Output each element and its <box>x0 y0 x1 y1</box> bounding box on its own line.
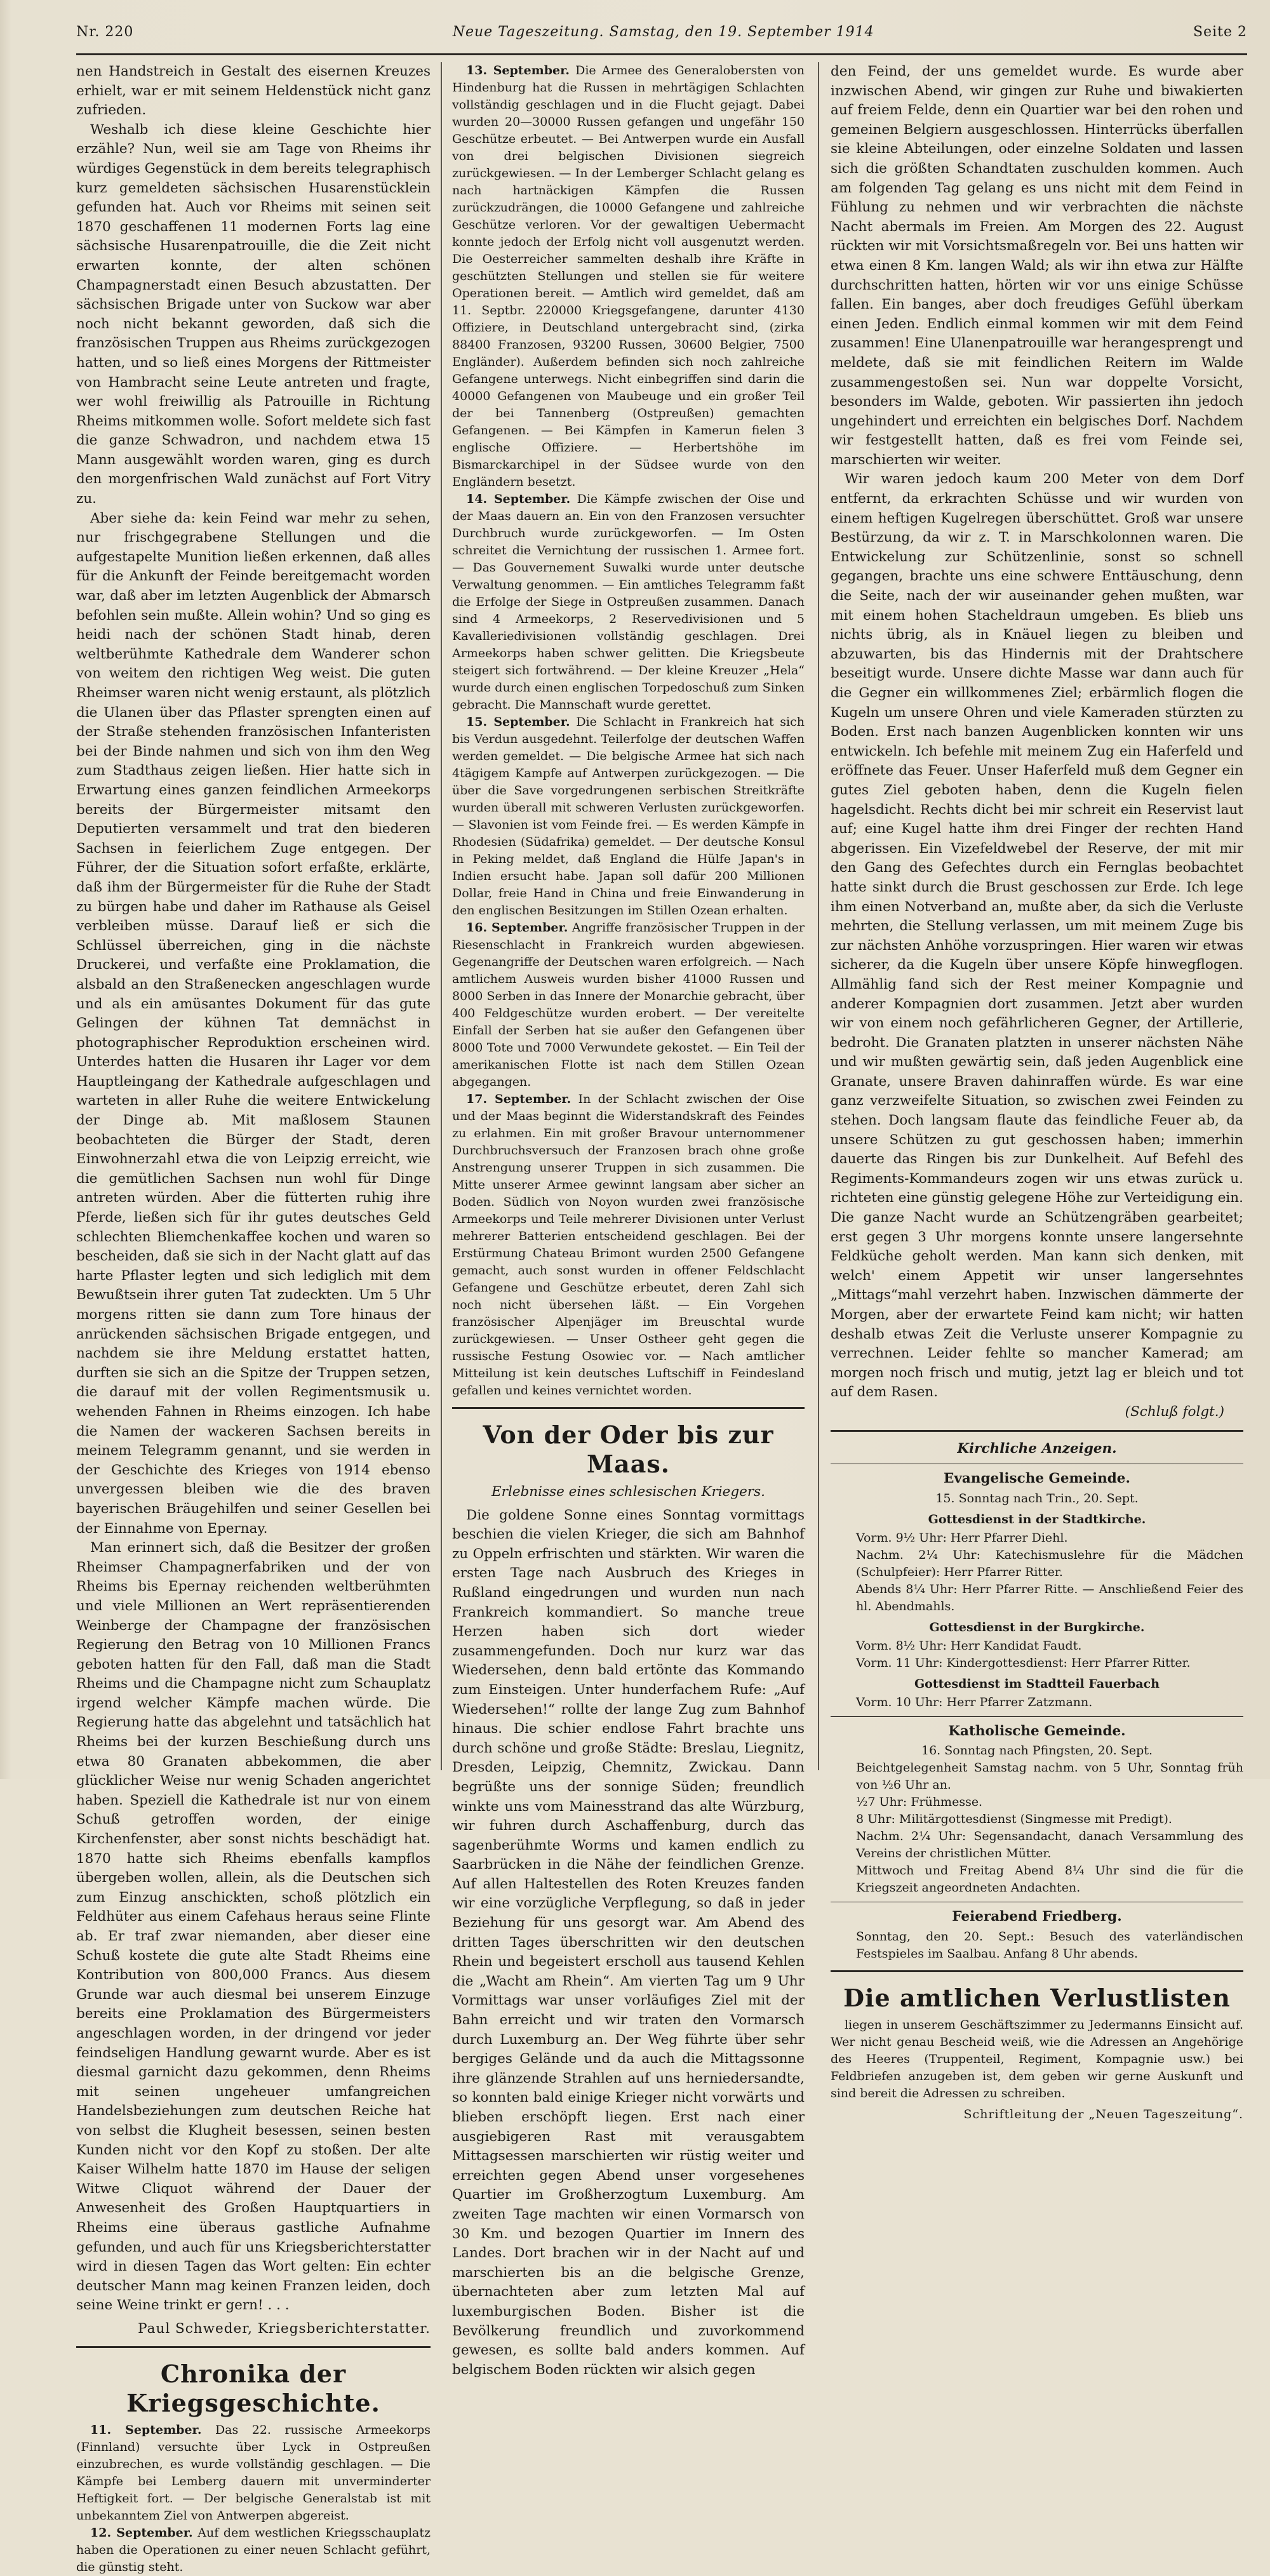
service-line: Vorm. 11 Uhr: Kindergottesdienst: Herr Pfarrer Ritter. <box>856 1655 1191 1670</box>
service-line: Vorm. 8½ Uhr: Herr Kandidat Faudt. <box>856 1638 1082 1653</box>
service-line: Beichtgelegenheit Samstag nachm. von 5 Uhr, Sonntag früh von ½6 Uhr an. <box>856 1761 1243 1792</box>
feierabend-title: Feierabend Friedberg. <box>952 1909 1122 1925</box>
article-paragraph: Aber siehe da: kein Feind war mehr zu sehen, nur frischgegrabene Stellungen und die aufgestapelte Munition ließen erkennen, daß alles für die Ankunft der Feinde bereitgemacht worden war, daß aber im letzten Augenblick der Abmarsch befohlen sein mußte. Allein wohin? Und so ging es heidi nach der schönen Stadt hinab, deren weltberühmte Kathedrale dem Wanderer schon von weitem den richtigen Weg weist. Die guten Rheimser waren nicht wenig erstaunt, als plötzlich die Ulanen über das Pflaster sprengten einen auf der Straße stehenden französischen Infanteristen bei der Binde nahmen und sich von ihm den Weg zum Stadthaus zeigen ließen. Hier hatte sich in Erwartung eines ganzen feindlichen Armeekorps bereits der Bürgermeister mitsamt den Deputierten versammelt und trat den biederen Sachsen in feierlichem Zuge entgegen. Der Führer, der die Situation sofort erfaßte, erklärte, daß ihm der Bürgermeister für die Ruhe der Stadt zu bürgen habe und daher im Rathause als Geisel verbleiben müsse. Darauf ließ er sich die Schlüssel überreichen, ging in die nächste Druckerei, und verfaßte eine Proklamation, die alsbald an den Straßenecken angeschlagen wurde und als ein amüsantes Dokument für das gute Gelingen der kühnen Tat demnächst in photographischer Reproduktion erscheinen wird. Unterdes hatten die Husaren ihr Lager vor dem Hauptleingang der Kathedrale aufgeschlagen und warteten in aller Ruhe die weitere Entwickelung der Dinge ab. Mit maßlosem Staunen beobachteten die Bürger der Stadt, deren Einwohnerzahl etwa die von Leipzig erreicht, wie die gemütlichen Sachsen nun wohl für Dinge antreten würden. Aber die fütterten ruhig ihre Pferde, ließen sich für ihr gutes deutsches Geld schlechten Bliemchenkaffee kochen und waren so bescheiden, daß sie sich in der Nacht glatt auf das harte Pflaster legten und sich lediglich mit dem Bewußtsein ihrer guten Tat zudeckten. Um 5 Uhr morgens ritten sie dann zum Tore hinaus der anrückenden sächsischen Brigade entgegen, und nachdem sie ihre Meldung erstattet hatten, durften sie sich an die Spitze der Truppen setzen, die darauf mit der vollen Regimentsmusik u. wehenden Fahnen in Rheims einzogen. Ich habe die Namen der wackeren Sachsen bereits in meinem Telegramm genannt, und sie werden in der Geschichte des Krieges von 1914 ebenso unvergessen bleiben wie die des braven bayerischen Bräugehilfen und seiner Gesellen bei der Einnahme von Epernay. <box>76 510 431 1537</box>
story-headline: Von der Oder bis zur Maas. <box>483 1420 774 1478</box>
chronicle-date: 14. September. <box>466 492 571 506</box>
service-line: Nachm. 2¼ Uhr: Katechismuslehre für die Mädchen (Schulpfeier): Herr Pfarrer Ritter. <box>856 1547 1243 1579</box>
section-rule <box>76 2346 431 2348</box>
story-subheadline: Erlebnisse eines schlesischen Kriegers. <box>491 1484 766 1500</box>
column-divider <box>818 62 819 1770</box>
chronicle-date: 13. September. <box>466 63 570 77</box>
column-right <box>831 62 1243 2121</box>
chronicle-entry: Angriffe französischer Truppen in der Riesenschlacht in Frankreich wurden abgewiesen. Gegenangriffe der Deutschen waren erfolgreich. — Nach amtlichem Ausweis wurden bisher 41000 Russen und 8000 Serben in das Innere der Monarchie gebracht, über 400 Feldgeschütze wurden erobert. — Der vereitelte Einfall der Serben hat sie außer den Gefangenen über 8000 Tote und 7000 Verwundete gekostet. — Ein Teil der amerikanischen Flotte ist nach dem Stillen Ozean abgegangen. <box>452 921 805 1089</box>
service-line: 8 Uhr: Militärgottesdienst (Singmesse mit Predigt). <box>856 1812 1172 1827</box>
evangelical-sunday: 15. Sonntag nach Trin., 20. Sept. <box>935 1491 1139 1505</box>
story-paragraph: Die goldene Sonne eines Sonntag vormittags beschien die vielen Krieger, die sich am Bahnhof zu Oppeln erfrischten und stärkten. Wir waren die ersten Tage nach Ausbruch des Krieges in Rußland eingedrungen und wurden nun nach Frankreich kommandiert. So manche treue Herzen haben sich dort wieder zusammengefunden. Doch nur kurz war das Wiedersehen, denn bald ertönte das Kommando zum Einsteigen. Unter hunderfachem Rufe: „Auf Wiedersehen!“ rollte der lange Zug zum Bahnhof hinaus. Die schier endlose Fahrt brachte uns durch schöne und große Städte: Breslau, Liegnitz, Dresden, Leipzig, Chemnitz, Zwickau. Dann begrüßte uns der sonnige Süden; freundlich winkte uns vom Mainesstrand das alte Würzburg, wir fuhren durch Aschaffenburg, durch das sagenberühmte Worms und kamen endlich zu Saarbrücken in die Nähe der feindlichen Grenze. Auf allen Haltestellen des Roten Kreuzes fanden wir eine vorzügliche Verpflegung, so daß in jeder Beziehung für uns gesorgt war. Am Abend des dritten Tages überschritten wir den deutschen Rhein und begeistert erscholl aus tausend Kehlen die „Wacht am Rhein“. Am vierten Tag um 9 Uhr Vormittags war unser vorläufiges Ziel mit der Bahn erreicht und wir traten den Vormarsch durch Luxemburg an. Der Weg führte über sehr bergiges Gelände und da auch die Mittagssonne ihre glänzende Strahlen auf uns herniedersandte, so konnten bald einige Krieger nicht vorwärts und blieben erschöpft liegen. Erst nach einer ausgiebigeren Rast mit verausgabtem Mittagsessen marschierten wir rüstig weiter und erreichten gegen Abend unser vorgesehenes Quartier im Großherzogtum Luxemburg. Am zweiten Tage machten wir einen Vormarsch von 30 Km. und bezogen Quartier im Innern des Landes. Dort brachen wir in der Nacht auf und marschierten bis an die belgische Grenze, übernachteten aber zum letzten Mal auf luxemburgischen Boden. Bisher ist die Bevölkerung freundlich und zuvorkommend gewesen, es sollte bald anders kommen. Auf belgischem Boden rückten wir alsich gegen <box>452 1507 805 2378</box>
chronicle-date: 12. September. <box>90 2526 193 2540</box>
church-notices-title: Kirchliche Anzeigen. <box>957 1440 1117 1457</box>
service-location: Gottesdienst in der Stadtkirche. <box>928 1512 1146 1526</box>
evangelical-title: Evangelische Gemeinde. <box>944 1471 1130 1487</box>
service-location: Gottesdienst in der Burgkirche. <box>929 1620 1145 1634</box>
newspaper-dateline: Neue Tageszeitung. Samstag, den 19. September 1914 <box>452 24 874 40</box>
service-location: Gottesdienst im Stadtteil Fauerbach <box>914 1676 1160 1691</box>
chronicle-entry: Auf dem westlichen Kriegsschauplatz haben die Operationen zu einer neuen Schlacht geführt, die günstig steht. <box>76 2526 431 2575</box>
masthead-rule <box>76 53 1247 55</box>
editorial-signature: Schriftleitung der „Neuen Tageszeitung“. <box>963 2107 1243 2121</box>
story-paragraph: den Feind, der uns gemeldet wurde. Es wurde aber inzwischen Abend, wir gingen zur Ruhe und biwakierten auf freiem Felde, denn ein Quartier war bei den rohen und gemeinen Belgiern ausgeschlossen. Hinterrücks überfallen sie kleine Abteilungen, oder einzelne Soldaten und lassen sich die größten Schandtaten zuschulden kommen. Auch am folgenden Tag gelang es uns nicht mit dem Feind in Fühlung zu nehmen und wir verbrachten die nächste Nacht abermals im Freien. Am Morgen des 22. August rückten wir mit Vorsichtsmaßregeln vor. Bei uns hatten wir etwa einen 8 Km. langen Wald; als wir ihn etwa zur Hälfte durchschritten hatten, hörten wir vor uns einige Schüsse fallen. Ein banges, aber doch freudiges Gefühl überkam einen Jeden. Endlich einmal kommen wir mit dem Feind zusammen! Eine Ulanenpatrouille war herangesprengt und meldete, daß sie mit feindlichen Reitern im Walde zusammengestoßen sei. Nun war doppelte Vorsicht, besonders im Walde, geboten. Wir passierten ihn jedoch ungehindert und erreichten ein belgisches Dorf. Nachdem wir festgestellt hatten, daß es frei vom Feinde sei, marschierten wir weiter. <box>831 63 1243 468</box>
catholic-title: Katholische Gemeinde. <box>948 1723 1126 1739</box>
feierabend-notice: Sonntag, den 20. Sept.: Besuch des vaterländischen Festspieles im Saalbau. Anfang 8 Uhr abends. <box>856 1929 1243 1961</box>
section-rule <box>831 1970 1243 1972</box>
masthead <box>76 24 1247 50</box>
chronicle-date: 16. September. <box>466 921 568 935</box>
article-signature: Paul Schweder, Kriegsberichterstatter. <box>138 2320 431 2337</box>
service-line: Vorm. 9½ Uhr: Herr Pfarrer Diehl. <box>856 1530 1068 1545</box>
story-paragraph: Wir waren jedoch kaum 200 Meter von dem Dorf entfernt, da erkrachten Schüsse und wir wurden von einem heftigen Kugelregen überschüttet. Groß war unsere Bestürzung, da wir z. T. in Marschkolonnen waren. Die Entwickelung zur Schützenlinie, sonst so schnell gegangen, brachte uns eine schwere Enttäuschung, denn die Seite, nach der wir auseinander gehen mußten, war mit einem hohen Stacheldraun umgeben. Es blieb uns nichts übrig, als in Knäuel liegen zu bleiben und abzuwarten, bis das Hindernis mit der Drahtschere beseitigt wurde. Unsere dichte Masse war dann auch für die Gegner ein willkommenes Ziel; erbärmlich flogen die Kugeln um unsere Ohren und viele Kameraden stürzten zu Boden. Erst nach banzen Augenblicken konnten wir uns entwickeln. Ich befehle mit meinem Zug ein Haferfeld und eröffnete das Feuer. Unser Haferfeld muß dem Gegner ein gutes Ziel geboten haben, denn die Kugeln fielen hagelsdicht. Rechts dicht bei mir schreit ein Reservist laut auf; eine Kugel hatte ihm drei Finger der rechten Hand abgerissen. Ein Vizefeldwebel der Reserve, der mit mir den Gang des Gefechtes durch ein Fernglas beobachtet hatte sinkt durch die Brust geschossen zur Erde. Ich lege ihm einen Notverband an, mußte aber, da sich die Verluste mehrten, die Stellung verlassen, um mit meinem Zuge bis zur nächsten Anhöhe vorzuspringen. Hier waren wir etwas sicherer, da die Kugeln über unsere Köpfe hinwegflogen. Allmählig fand sich der Rest meiner Kompagnie und anderer Kompagnien dort zusammen. Jetzt aber wurden wir von einem noch gefährlicheren Gegner, der Artillerie, bedroht. Die Granaten platzten in unserer nächsten Nähe und wir mußten gewärtig sein, daß jeden Augenblick eine Granate, unsere Braven dahinraffen würde. Es war eine ganz verzweifelte Situation, so zwischen zwei Feinden zu stehen. Doch langsam flaute das feindliche Feuer ab, da unsere Schützen zu gut geschossen haben; immerhin dauerte das Ringen bis zur Dunkelheit. Auf Befehl des Regiments-Kommandeurs zogen wir uns etwas zurück u. richteten eine günstig gelegene Höhe zur Verteidigung ein. Die ganze Nacht wurde an Schützengräben gearbeitet; erst gegen 3 Uhr morgens konnte unsere langersehnte Feldküche geholt werden. Man kann sich denken, mit welch' einem Appetit wir unser langersehntes „Mittags“mahl verzehrt haben. Inzwischen dämmerte der Morgen, aber der erwartete Feind kam nicht; wir hatten deshalb etwas Zeit die Verluste unserer Kompagnie zu verrechnen. Leider fehlte so mancher Kamerad; am morgen noch frisch und mutig, jetzt lag er bleich und tot auf dem Rasen. <box>831 471 1243 1401</box>
service-line: Nachm. 2¼ Uhr: Segensandacht, danach Versammlung des Vereins der christlichen Mütter. <box>856 1829 1243 1861</box>
catholic-sunday: 16. Sonntag nach Pfingsten, 20. Sept. <box>921 1744 1153 1758</box>
chronicle-headline: Chronika der Kriegsgeschichte. <box>126 2359 380 2418</box>
loss-lists-notice: liegen in unserem Geschäftszimmer zu Jedermanns Einsicht auf. Wer nicht genau Bescheid weiß, wie die Adressen an Angehörige des Heeres (Truppenteil, Regiment, Kompagnie usw.) bei Feldbriefen anzugeben ist, dem geben wir gerne Auskunft und sind bereit die Adressen zu schreiben. <box>831 2017 1243 2100</box>
column-middle <box>452 62 805 2378</box>
chronicle-entry: Das 22. russische Armeekorps (Finnland) versuchte über Lyck in Ostpreußen einzubrechen, es wurde vollständig geschlagen. — Die Kämpfe bei Lemberg dauern mit unverminderter Heftigkeit fort. — Der belgische Generalstab ist mit unbekanntem Ziel von Antwerpen abgereist. <box>76 2423 431 2523</box>
page-number: Seite 2 <box>1193 24 1247 40</box>
section-rule <box>831 1430 1243 1432</box>
service-line: Abends 8¼ Uhr: Herr Pfarrer Ritte. — Anschließend Feier des hl. Abendmahls. <box>856 1582 1243 1613</box>
continued-note: (Schluß folgt.) <box>1125 1403 1224 1420</box>
article-paragraph: Weshalb ich diese kleine Geschichte hier erzähle? Nun, weil sie am Tage von Rheims ihr würdiges Gegenstück in dem bereits telegraphisch kurz gemeldeten sächsischen Husarenstücklein gefunden hat. Auch vor Rheims mit seinen seit 1870 geschaffenen 11 modernen Forts lag eine sächsische Husarenpatrouille, die die Zeit nicht erwarten konnte, der alten schönen Champagnerstadt einen Besuch abzustatten. Der sächsischen Brigade unter von Suckow war aber noch nicht bekannt geworden, daß sich die französischen Truppen aus Rheims zurückgezogen hatten, und so ließ eines Morgens der Rittmeister von Hambracht seine Leute antreten und fragte, wer wohl freiwillig als Patrouille in Richtung Rheims mitkommen wolle. Sofort meldete sich fast die ganze Schwadron, und nachdem etwa 15 Mann ausgewählt worden waren, ging es durch den morgenfrischen Wald zunächst auf Fort Vitry zu. <box>76 121 431 507</box>
article-paragraph: nen Handstreich in Gestalt des eisernen Kreuzes erhielt, war er mit seinem Heldenstück nicht ganz zufrieden. <box>76 63 431 119</box>
chronicle-date: 17. September. <box>466 1092 572 1106</box>
chronicle-entry: Die Schlacht in Frankreich hat sich bis Verdun ausgedehnt. Teilerfolge der deutschen Waffen werden gemeldet. — Die belgische Armee hat sich nach 4tägigem Kampfe auf Antwerpen zurückgezogen. — Die über die Save vorgedrungenen serbischen Streitkräfte wurden überall mit schweren Verlusten zurückgeworfen. — Slavonien ist vom Feinde frei. — Es werden Kämpfe in Rhodesien (Südafrika) gemeldet. — Der deutsche Konsul in Peking meldet, daß England die Hülfe Japan's in Indien ersucht habe. Japan soll dafür 200 Millionen Dollar, freie Hand in China und freie Einwanderung in den englischen Besitzungen im Stillen Ozean erhalten. <box>452 715 805 918</box>
column-left <box>76 62 431 2575</box>
service-line: Mittwoch und Freitag Abend 8¼ Uhr sind die für die Kriegszeit angeordneten Andachten. <box>856 1864 1243 1895</box>
section-rule <box>831 1716 1243 1717</box>
loss-lists-headline: Die amtlichen Verlustlisten <box>843 1983 1231 2012</box>
chronicle-date: 15. September. <box>466 715 570 729</box>
column-divider <box>441 62 442 1770</box>
chronicle-entry: Die Armee des Generalobersten von Hindenburg hat die Russen in mehrtägigen Schlachten vollständig geschlagen und in die Flucht gejagt. Dabei wurden 20—30000 Russen gefangen und ungefähr 150 Geschütze erbeutet. — Bei Antwerpen wurde ein Ausfall von drei belgischen Divisionen siegreich zurückgewiesen. — In der Lemberger Schlacht gelang es nach hartnäckigen Kämpfen die Russen zurückzudrängen, die 10000 Gefangene und zahlreiche Geschütze verloren. Vor der gewaltigen Uebermacht konnte jedoch der Erfolg nicht voll ausgenutzt werden. Die Oesterreicher sammelten deshalb ihre Kräfte in geschützten Stellungen und stellen sie für weitere Operationen bereit. — Amtlich wird gemeldet, daß am 11. Septbr. 220000 Kriegsgefangene, darunter 4130 Offiziere, in Deutschland untergebracht sind, (zirka 88400 Franzosen, 93200 Russen, 30600 Belgier, 7500 Engländer). Außerdem befinden sich noch zahlreiche Gefangene unterwegs. Nicht einbegriffen sind darin die 40000 Gefangenen von Maubeuge und ein großer Teil der bei Tannenberg (Ostpreußen) gemachten Gefangenen. — Bei Kämpfen in Kamerun fielen 3 englische Offiziere. — Herbertshöhe im Bismarckarchipel in der Südsee wurde von den Engländern besetzt. <box>452 63 805 489</box>
chronicle-entry: In der Schlacht zwischen der Oise und der Maas beginnt die Widerstandskraft des Feindes zu erlahmen. Ein mit großer Bravour unternommener Durchbruchsversuch der Franzosen brach ohne große Anstrengung unserer Truppen in sich zusammen. Die Mitte unserer Armee gewinnt langsam aber sicher an Boden. Südlich von Noyon wurden zwei französische Armeekorps und Teile mehrerer Divisionen unter Verlust mehrerer Batterien entscheidend geschlagen. Bei der Erstürmung Chateau Brimont wurden 2500 Gefangene gemacht, auch sonst wurden in offener Feldschlacht Gefangene und Geschütze erbeutet, deren Zahl sich noch nicht übersehen läßt. — Ein Vorgehen französischer Alpenjäger im Breuschtal wurde zurückgewiesen. — Unser Ostheer geht gegen die russische Festung Osowiec vor. — Nach amtlicher Mitteilung ist kein deutsches Luftschiff in Feindesland gefallen und keines vernichtet worden. <box>452 1092 805 1398</box>
article-paragraph: Man erinnert sich, daß die Besitzer der großen Rheimser Champagnerfabriken und der von Rheims bis Epernay reichenden weltberühmten und viele Millionen an Wert repräsentierenden Weinberge der Champagne der französischen Regierung den Betrag von 10 Millionen Francs geboten hatten für den Fall, daß man die Stadt Rheims und die Champagne nicht zum Schauplatz irgend welcher Kämpfe machen würde. Die Regierung hatte das abgelehnt und tatsächlich hat Rheims bei der kurzen Beschießung durch uns etwa 80 Granaten abbekommen, die aber glücklicher Weise nur wenig Schaden angerichtet haben. Speziell die Kathedrale ist nur von einem Schuß getroffen worden, der einige Kirchenfenster, aber sonst nichts beschädigt hat. 1870 hatte sich Rheims ebenfalls kampflos übergeben wollen, allein, als die Deutschen sich zum Einzug anschickten, schoß plötzlich ein Feldhüter aus einem Cafehaus heraus seine Flinte ab. Er traf zwar niemanden, aber dieser eine Schuß kostete die gute alte Stadt Rheims eine Kontribution von 800,000 Francs. Aus diesem Grunde war auch diesmal bei unserem Einzuge bereits eine Proklamation des Bürgermeisters angeschlagen worden, in der dringend vor jeder feindseligen Handlung gewarnt wurde. Aber es ist diesmal garnicht dazu gekommen, denn Rheims mit seinen ungeheuer umfangreichen Handelsbeziehungen zum deutschen Reiche hat von selbst die Klugheit besessen, seinen besten Kunden nicht vor den Kopf zu stoßen. Der alte Kaiser Wilhelm hatte 1870 im Hause der seligen Witwe Cliquot während der Dauer der Anwesenheit des Großen Hauptquartiers in Rheims eine überaus gastliche Aufnahme gefunden, und auch für uns Kriegsberichterstatter wird in diesen Tagen das Wort gelten: Ein echter deutscher Mann mag keinen Franzen leiden, doch seine Weine trinkt er gern! . . . <box>76 1540 431 2314</box>
chronicle-entry: Die Kämpfe zwischen der Oise und der Maas dauern an. Ein von den Franzosen versuchter Durchbruch wurde zurückgeworfen. — Im Osten schreitet die Vernichtung der russischen 1. Armee fort. — Das Gouvernement Suwalki wurde unter deutsche Verwaltung genommen. — Ein amtliches Telegramm faßt die Erfolge der Siege in Ostpreußen zusammen. Danach sind 4 Armeekorps, 2 Reservedivisionen und 5 Kavalleriedivisionen vollständig geschlagen. Drei Armeekorps haben schwer gelitten. Die Kriegsbeute steigert sich fortwährend. — Der kleine Kreuzer „Hela“ wurde durch einen englischen Torpedoschuß zum Sinken gebracht. Die Mannschaft wurde gerettet. <box>452 492 805 712</box>
section-rule <box>452 1407 805 1409</box>
chronicle-date: 11. September. <box>90 2423 202 2438</box>
issue-number: Nr. 220 <box>76 24 134 40</box>
service-line: Vorm. 10 Uhr: Herr Pfarrer Zatzmann. <box>856 1695 1093 1709</box>
service-line: ½7 Uhr: Frühmesse. <box>856 1795 983 1810</box>
